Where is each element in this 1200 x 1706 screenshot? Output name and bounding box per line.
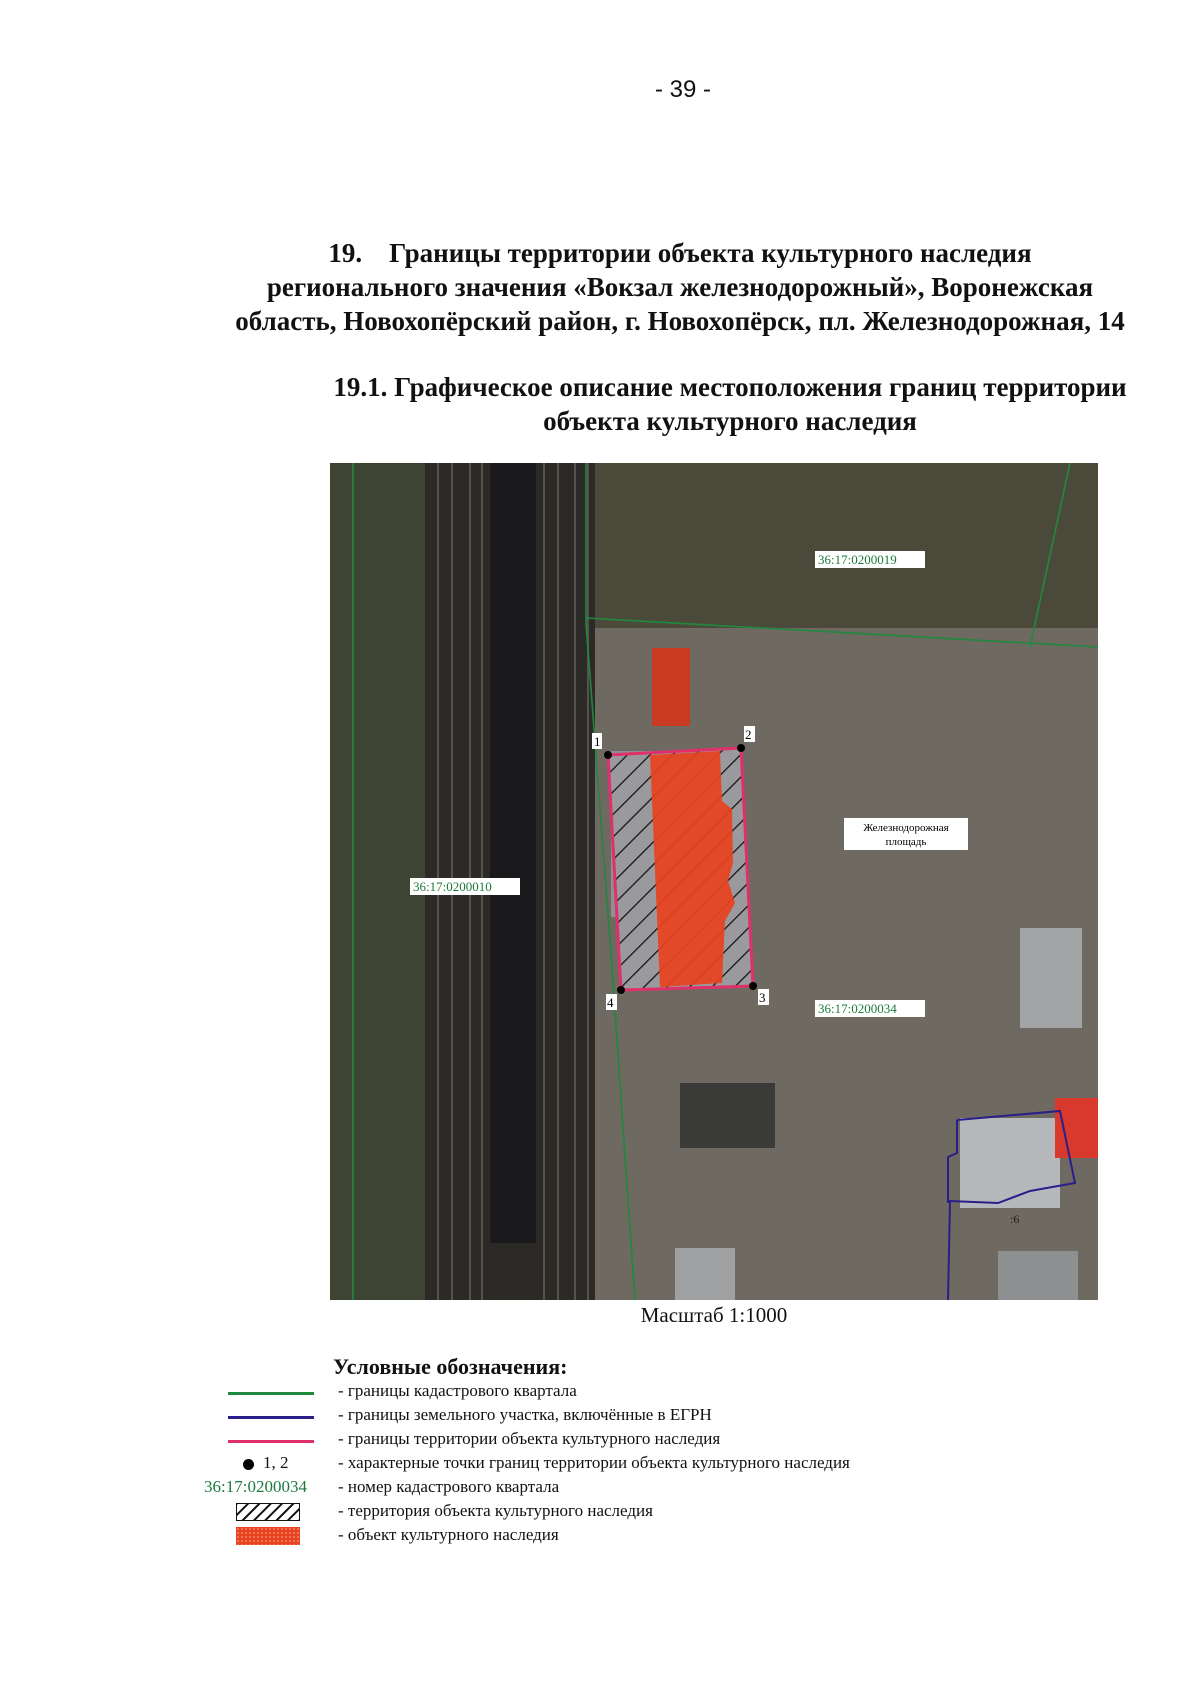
red-roof-building — [1055, 1098, 1098, 1158]
map-scale: Масштаб 1:1000 — [640, 1303, 788, 1327]
section-heading — [200, 236, 1160, 338]
red-structure — [652, 648, 690, 726]
square-label-line-2: площадь — [885, 836, 927, 848]
building — [998, 1251, 1078, 1300]
freight-train — [490, 463, 536, 1243]
point-2-label: 2 — [745, 727, 752, 742]
cadastral-label-0200010: 36:17:0200010 — [413, 879, 492, 894]
legend-title: Условные обозначения: — [333, 1354, 568, 1379]
legend-item-cadastral-boundary — [0, 1381, 1200, 1405]
legend-item-cadastral-number — [0, 1477, 1200, 1501]
parcel-label: :6 — [1010, 1212, 1020, 1226]
point-dot-symbol — [243, 1459, 254, 1470]
legend-text: - границы кадастрового квартала — [338, 1381, 577, 1400]
point-3-dot — [749, 982, 757, 990]
square-label-line-1: Железнодорожная — [863, 822, 949, 834]
building — [675, 1248, 735, 1300]
point-4-label: 4 — [607, 995, 614, 1010]
subsection-heading — [300, 370, 1160, 438]
magenta-line-symbol — [228, 1440, 314, 1443]
legend-item-heritage-territory — [0, 1501, 1200, 1525]
legend-item-points — [0, 1453, 1200, 1477]
red-dotted-swatch-symbol — [236, 1527, 300, 1545]
legend-item-heritage-boundary — [0, 1429, 1200, 1453]
hatched-swatch-symbol — [236, 1503, 300, 1521]
legend-text: - номер кадастрового квартала — [338, 1477, 560, 1496]
map-svg — [330, 463, 1098, 1300]
building — [960, 1118, 1060, 1208]
legend-text: - границы территории объекта культурного наследия — [338, 1429, 721, 1448]
subheading-line-2: объекта культурного наследия — [543, 406, 917, 436]
legend-text: - территория объекта культурного наследия — [338, 1501, 653, 1520]
point-1-dot — [604, 751, 612, 759]
legend-text: - границы земельного участка, включённые в ЕГРН — [338, 1405, 712, 1424]
building — [680, 1083, 775, 1148]
legend-text: - характерные точки границ территории объекта культурного наследия — [338, 1453, 850, 1472]
cadastral-label-0200019: 36:17:0200019 — [818, 552, 897, 567]
point-1-label: 1 — [594, 734, 601, 749]
point-2-dot — [737, 744, 745, 752]
point-3-label: 3 — [759, 990, 766, 1005]
building — [1020, 928, 1082, 1028]
cadastral-label-0200034: 36:17:0200034 — [818, 1001, 897, 1016]
legend-text: - объект культурного наследия — [338, 1525, 559, 1544]
blue-line-symbol — [228, 1416, 314, 1419]
legend-item-land-plot-boundary — [0, 1405, 1200, 1429]
square-label — [844, 818, 968, 850]
heading-line-2: регионального значения «Вокзал железнодорожный», Воронежская — [266, 272, 1094, 302]
point-4-dot — [617, 986, 625, 994]
subheading-line-1: 19.1. Графическое описание местоположения границ территории — [333, 372, 1127, 402]
green-line-symbol — [228, 1392, 314, 1395]
page-number: - 39 - — [654, 76, 711, 103]
heading-line-1: 19. Границы территории объекта культурного наследия — [328, 238, 1032, 268]
legend-item-heritage-object — [0, 1525, 1200, 1549]
cadastral-number-sample: 36:17:0200034 — [204, 1477, 307, 1496]
aerial-map — [330, 463, 1098, 1300]
top-vegetation — [595, 463, 1098, 628]
point-symbol-label: 1, 2 — [263, 1453, 289, 1472]
heading-line-3: область, Новохопёрский район, г. Новохопёрск, пл. Железнодорожная, 14 — [235, 306, 1125, 336]
